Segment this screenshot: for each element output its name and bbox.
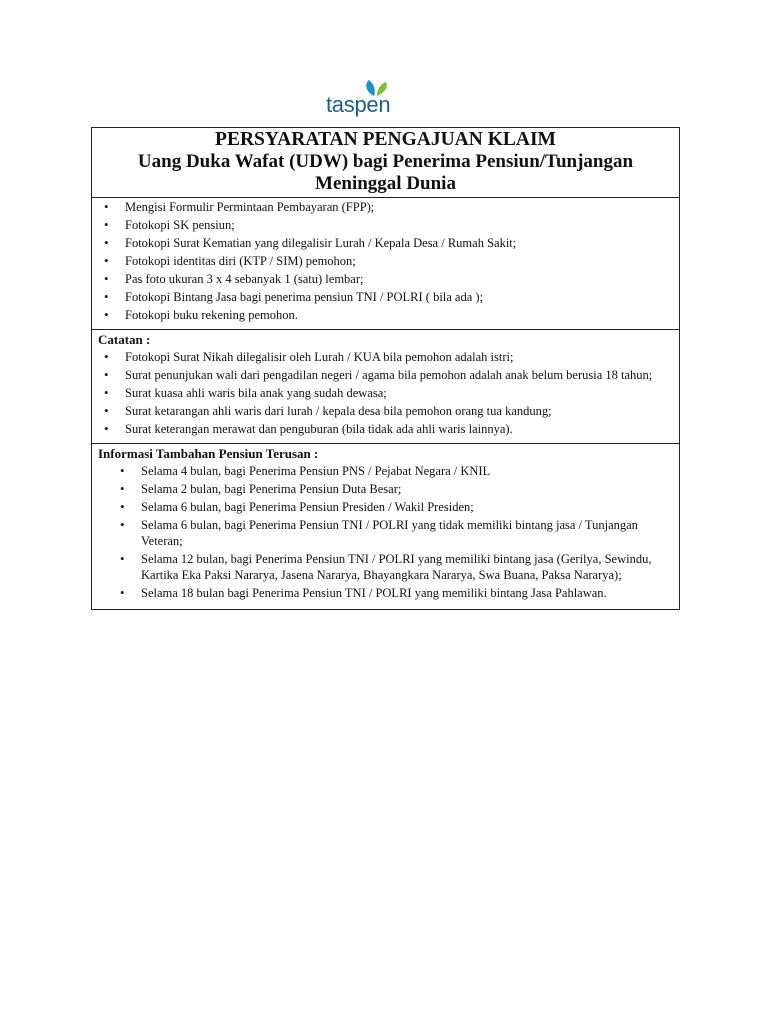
taspen-logo	[322, 78, 402, 120]
list-item: • Selama 6 bulan, bagi Penerima Pensiun Presiden / Wakil Presiden;	[120, 499, 675, 515]
list-item: • Selama 4 bulan, bagi Penerima Pensiun PNS / Pejabat Negara / KNIL	[120, 463, 675, 479]
list-item: • Selama 6 bulan, bagi Penerima Pensiun TNI / POLRI yang tidak memiliki bintang jasa / Tunjangan Veteran;	[120, 517, 675, 549]
title-line-1: PERSYARATAN PENGAJUAN KLAIM	[215, 129, 556, 150]
list-item: • Fotokopi buku rekening pemohon.	[104, 307, 675, 323]
list-item: • Fotokopi SK pensiun;	[104, 217, 675, 233]
list-item: • Surat kuasa ahli waris bila anak yang sudah dewasa;	[104, 385, 675, 401]
document-title	[92, 128, 679, 197]
list-item: • Surat penunjukan wali dari pengadilan negeri / agama bila pemohon adalah anak belum berusia 18 tahun;	[104, 367, 675, 383]
list-item: • Surat keterangan merawat dan penguburan (bila tidak ada ahli waris lainnya).	[104, 421, 675, 437]
list-item: • Fotokopi Bintang Jasa bagi penerima pensiun TNI / POLRI ( bila ada );	[104, 289, 675, 305]
title-line-2: Uang Duka Wafat (UDW) bagi Penerima Pensiun/Tunjangan	[137, 151, 634, 172]
requirements-list	[92, 198, 679, 329]
list-item: • Fotokopi Surat Kematian yang dilegalisir Lurah / Kepala Desa / Rumah Sakit;	[104, 235, 675, 251]
notes-heading: Catatan :	[98, 332, 151, 347]
notes-list	[92, 348, 679, 443]
list-item: • Mengisi Formulir Permintaan Pembayaran (FPP);	[104, 199, 675, 215]
title-line-3: Meninggal Dunia	[315, 173, 456, 194]
requirements-document	[91, 127, 680, 610]
additional-info-list	[92, 462, 679, 609]
list-item: • Selama 12 bulan, bagi Penerima Pensiun TNI / POLRI yang memiliki bintang jasa (Gerilya, Sewindu, Kartika Eka Paksi Nararya, Jasena Nararya, Bhayangkara Nararya, Swa Buana, Paksa Nararya);	[120, 551, 675, 583]
list-item: • Selama 18 bulan bagi Penerima Pensiun TNI / POLRI yang memiliki bintang Jasa Pahlawan.	[120, 585, 675, 601]
additional-info-heading: Informasi Tambahan Pensiun Terusan :	[98, 446, 319, 461]
additional-info-section	[92, 443, 679, 609]
list-item: • Selama 2 bulan, bagi Penerima Pensiun Duta Besar;	[120, 481, 675, 497]
logo-wordmark: taspen	[326, 92, 391, 117]
list-item: • Surat ketarangan ahli waris dari lurah / kepala desa bila pemohon orang tua kandung;	[104, 403, 675, 419]
notes-section	[92, 329, 679, 443]
requirements-section	[92, 197, 679, 329]
list-item: • Fotokopi identitas diri (KTP / SIM) pemohon;	[104, 253, 675, 269]
list-item: • Pas foto ukuran 3 x 4 sebanyak 1 (satu) lembar;	[104, 271, 675, 287]
list-item: • Fotokopi Surat Nikah dilegalisir oleh Lurah / KUA bila pemohon adalah istri;	[104, 349, 675, 365]
